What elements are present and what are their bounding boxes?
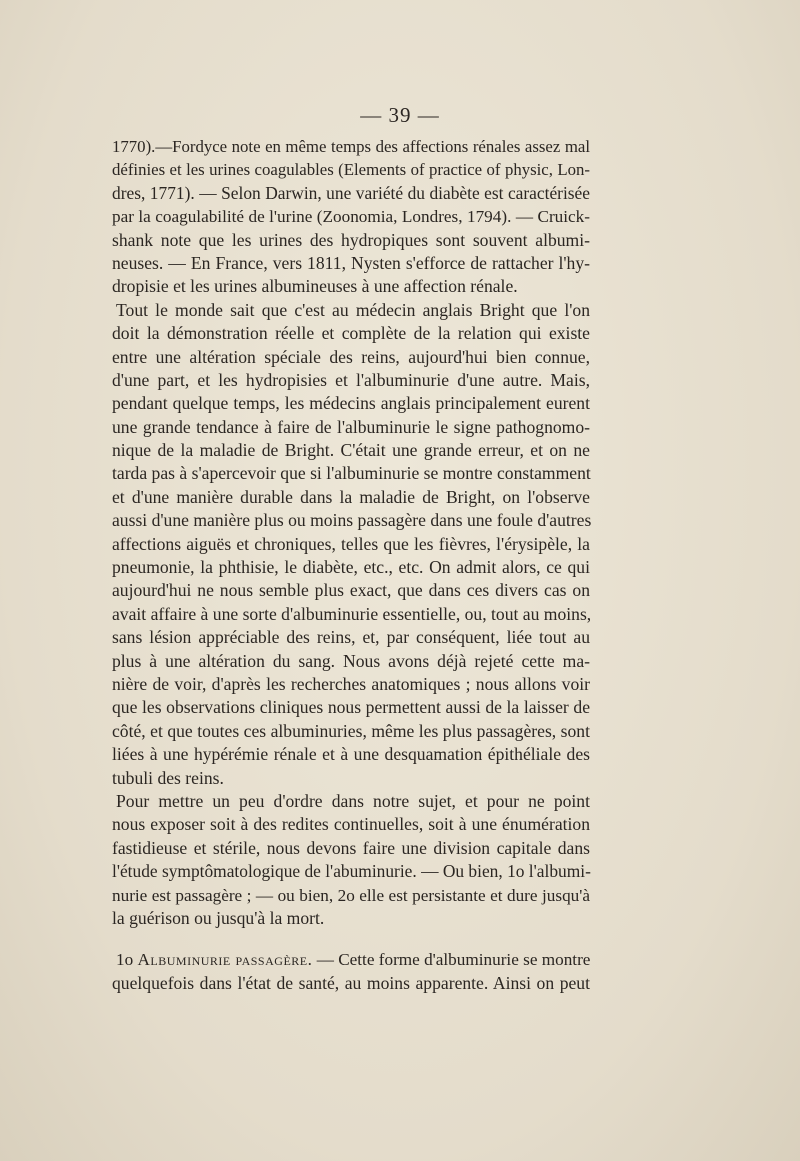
main-text: [112, 135, 590, 995]
text-line: plus à une altération du sang. Nous avons déjà rejeté cette ma-: [112, 650, 590, 671]
text-line: aussi d'une manière plus ou moins passagère dans une foule d'autres: [112, 510, 592, 531]
text-line: Tout le monde sait que c'est au médecin anglais Bright que l'on: [116, 299, 590, 320]
section-gap: [112, 930, 590, 948]
text-line: neuses. — En France, vers 1811, Nysten s'efforce de rattacher l'hy-: [112, 252, 590, 273]
text-line: tubuli des reins.: [112, 767, 224, 788]
text-line: fastidieuse et stérile, nous devons faire une division capitale dans: [112, 837, 590, 858]
text-line: et d'une manière durable dans la maladie de Bright, on l'observe: [112, 486, 590, 507]
paragraph-lines: [112, 135, 590, 930]
text-line: une grande tendance à faire de l'albuminurie le signe pathognomo-: [112, 416, 590, 437]
text-line: pneumonie, la phthisie, le diabète, etc., etc. On admit alors, ce qui: [112, 557, 590, 578]
text-line: tarda pas à s'apercevoir que si l'albuminurie se montre constamment: [112, 463, 591, 484]
text-line: la guérison ou jusqu'à la mort.: [112, 907, 325, 928]
text-line: nous exposer soit à des redites continuelles, soit à une énumération: [112, 814, 590, 835]
text-line: dropisie et les urines albumineuses à une affection rénale.: [112, 276, 518, 297]
text-line: d'une part, et les hydropisies et l'albuminurie d'une autre. Mais,: [112, 369, 590, 390]
section-heading-rest: — Cette forme d'albuminurie se montre: [316, 950, 591, 970]
section-heading: Albuminurie passagère.: [137, 950, 313, 970]
text-line: que les observations cliniques nous permettent aussi de la laisser de: [112, 697, 590, 718]
text-line: aujourd'hui ne nous semble plus exact, que dans ces divers cas on: [112, 580, 590, 601]
text-line: Pour mettre un peu d'ordre dans notre sujet, et pour ne point: [116, 790, 590, 811]
text-line: 1770).—Fordyce note en même temps des affections rénales assez mal: [112, 137, 590, 156]
text-line: liées à une hypérémie rénale et à une desquamation épithéliale des: [112, 744, 590, 765]
text-line: avait affaire à une sorte d'albuminurie essentielle, ou, tout au moins,: [112, 603, 592, 624]
section-number: 1o: [116, 950, 134, 970]
text-line: entre une altération spéciale des reins, aujourd'hui bien connue,: [112, 346, 590, 367]
text-line: nique de la maladie de Bright. C'était une grande erreur, et on ne: [112, 440, 590, 461]
text-line: shank note que les urines des hydropiques sont souvent albumi-: [112, 229, 590, 250]
text-line: affections aiguës et chroniques, telles que les fièvres, l'érysipèle, la: [112, 533, 590, 554]
section-heading-line: [112, 948, 590, 971]
text-line: pendant quelque temps, les médecins anglais principalement eurent: [112, 393, 590, 414]
text-line: côté, et que toutes ces albuminuries, même les plus passagères, sont: [112, 720, 590, 741]
section-text-line: quelquefois dans l'état de santé, au moins apparente. Ainsi on peut: [112, 972, 590, 993]
text-line: l'étude symptômatologique de l'abuminurie. — Ou bien, 1o l'albumi-: [112, 861, 591, 882]
page-number: — 39 —: [360, 103, 440, 127]
text-line: définies et les urines coagulables (Elements of practice of physic, Lon-: [112, 160, 590, 180]
text-line: doit la démonstration réelle et complète de la relation qui existe: [112, 323, 590, 344]
text-line: dres, 1771). — Selon Darwin, une variété du diabète est caractérisée: [112, 182, 590, 203]
text-line: sans lésion appréciable des reins, et, par conséquent, liée tout au: [112, 627, 590, 648]
text-line: nière de voir, d'après les recherches anatomiques ; nous allons voir: [112, 673, 590, 694]
text-line: nurie est passagère ; — ou bien, 2o elle est persistante et dure jusqu'à: [112, 885, 590, 905]
text-line: par la coagulabilité de l'urine (Zoonomia, Londres, 1794). — Cruick-: [112, 207, 590, 227]
